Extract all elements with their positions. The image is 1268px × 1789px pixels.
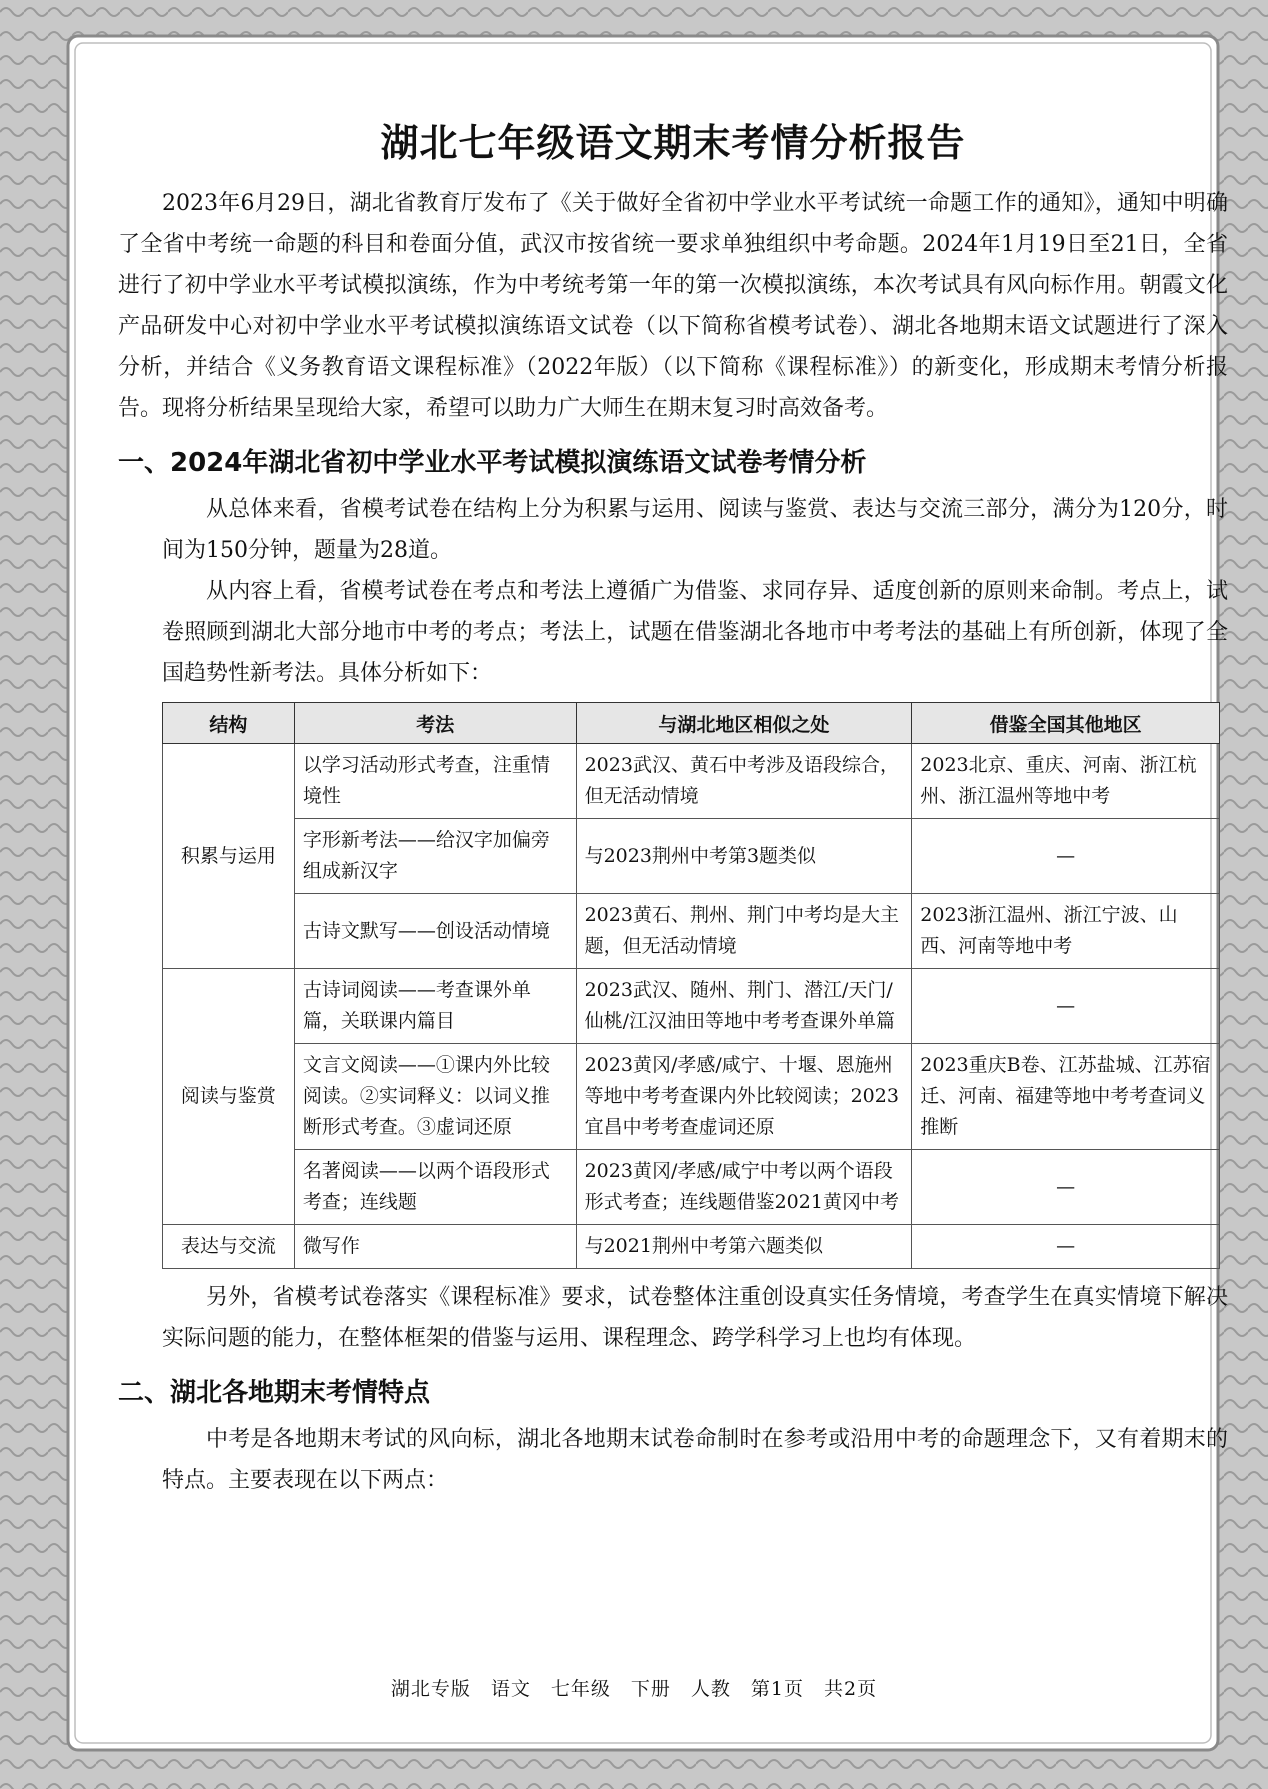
table-row xyxy=(163,1044,1220,1150)
method-cell: 微写作 xyxy=(294,1225,576,1269)
section-1-paragraph-2: 从内容上看，省模考试卷在考点和考法上遵循广为借鉴、求同存异、适度创新的原则来命制。考点上，试卷照顾到湖北大部分地市中考的考点；考法上，试题在借鉴湖北各地市中考考法的基础上有所创新，体现了全国趋势性新考法。具体分析如下： xyxy=(162,579,1228,686)
section-2-heading: 二、湖北各地期末考情特点 xyxy=(118,1378,431,1408)
borrow-cell: 2023北京、重庆、河南、浙江杭州、浙江温州等地中考 xyxy=(912,744,1220,819)
column-header: 与湖北地区相似之处 xyxy=(576,703,912,744)
similar-cell: 2023黄冈/孝感/咸宁中考以两个语段形式考查；连线题借鉴2021黄冈中考 xyxy=(576,1150,912,1225)
intro-paragraph: 2023年6月29日，湖北省教育厅发布了《关于做好全省初中学业水平考试统一命题工作的通知》，通知中明确了全省中考统一命题的科目和卷面分值，武汉市按省统一要求单独组织中考命题。2024年1月19日至21日，全省进行了初中学业水平考试模拟演练，作为中考统考第一年的第一次模拟演练，本次考试具有风向标作用。朝霞文化产品研发中心对初中学业水平考试模拟演练语文试卷（以下简称省模考试卷）、湖北各地期末语文试题进行了深入分析，并结合《义务教育语文课程标准》（2022年版）（以下简称《课程标准》）的新变化，形成期末考情分析报告。现将分析结果呈现给大家，希望可以助力广大师生在期末复习时高效备考。 xyxy=(118,191,1228,421)
table-row xyxy=(163,744,1220,819)
method-cell: 字形新考法——给汉字加偏旁组成新汉字 xyxy=(294,819,576,894)
table-row xyxy=(163,819,1220,894)
similar-cell: 与2021荆州中考第六题类似 xyxy=(576,1225,912,1269)
table-row xyxy=(163,969,1220,1044)
similar-cell: 2023黄石、荆州、荆门中考均是大主题，但无活动情境 xyxy=(576,894,912,969)
document-body xyxy=(118,112,1228,1501)
borrow-cell: — xyxy=(912,819,1220,894)
method-cell: 文言文阅读——①课内外比较阅读。②实词释义：以词义推断形式考查。③虚词还原 xyxy=(294,1044,576,1150)
borrow-cell: 2023重庆B卷、江苏盐城、江苏宿迁、河南、福建等地中考考查词义推断 xyxy=(912,1044,1220,1150)
column-header: 考法 xyxy=(294,703,576,744)
borrow-cell: 2023浙江温州、浙江宁波、山西、河南等地中考 xyxy=(912,894,1220,969)
structure-cell: 表达与交流 xyxy=(163,1225,295,1269)
similar-cell: 与2023荆州中考第3题类似 xyxy=(576,819,912,894)
analysis-table xyxy=(162,702,1220,1269)
section-2-paragraph-1: 中考是各地期末考试的风向标，湖北各地期末试卷命制时在参考或沿用中考的命题理念下，又有着期末的特点。主要表现在以下两点： xyxy=(162,1427,1228,1493)
table-header-row xyxy=(163,703,1220,744)
similar-cell: 2023黄冈/孝感/咸宁、十堰、恩施州等地中考考查课内外比较阅读；2023宜昌中考考查虚词还原 xyxy=(576,1044,912,1150)
table-row xyxy=(163,1225,1220,1269)
column-header: 借鉴全国其他地区 xyxy=(912,703,1220,744)
column-header: 结构 xyxy=(163,703,295,744)
section-1-paragraph-3: 另外，省模考试卷落实《课程标准》要求，试卷整体注重创设真实任务情境，考查学生在真实情境下解决实际问题的能力，在整体框架的借鉴与运用、课程理念、跨学科学习上也均有体现。 xyxy=(162,1285,1228,1351)
page-footer: 湖北专版 语文 七年级 下册 人教 第1页 共2页 xyxy=(390,1678,878,1700)
method-cell: 以学习活动形式考查，注重情境性 xyxy=(294,744,576,819)
structure-cell: 阅读与鉴赏 xyxy=(163,969,295,1225)
table-row xyxy=(163,894,1220,969)
borrow-cell: — xyxy=(912,1225,1220,1269)
similar-cell: 2023武汉、随州、荆门、潜江/天门/仙桃/江汉油田等地中考考查课外单篇 xyxy=(576,969,912,1044)
borrow-cell: — xyxy=(912,969,1220,1044)
document-title: 湖北七年级语文期末考情分析报告 xyxy=(380,121,966,165)
borrow-cell: — xyxy=(912,1150,1220,1225)
method-cell: 古诗词阅读——考查课外单篇，关联课内篇目 xyxy=(294,969,576,1044)
section-1-paragraph-1: 从总体来看，省模考试卷在结构上分为积累与运用、阅读与鉴赏、表达与交流三部分，满分为120分，时间为150分钟，题量为28道。 xyxy=(162,497,1228,563)
method-cell: 古诗文默写——创设活动情境 xyxy=(294,894,576,969)
section-1-heading: 一、2024年湖北省初中学业水平考试模拟演练语文试卷考情分析 xyxy=(118,448,867,478)
similar-cell: 2023武汉、黄石中考涉及语段综合，但无活动情境 xyxy=(576,744,912,819)
method-cell: 名著阅读——以两个语段形式考查；连线题 xyxy=(294,1150,576,1225)
structure-cell: 积累与运用 xyxy=(163,744,295,969)
table-row xyxy=(163,1150,1220,1225)
